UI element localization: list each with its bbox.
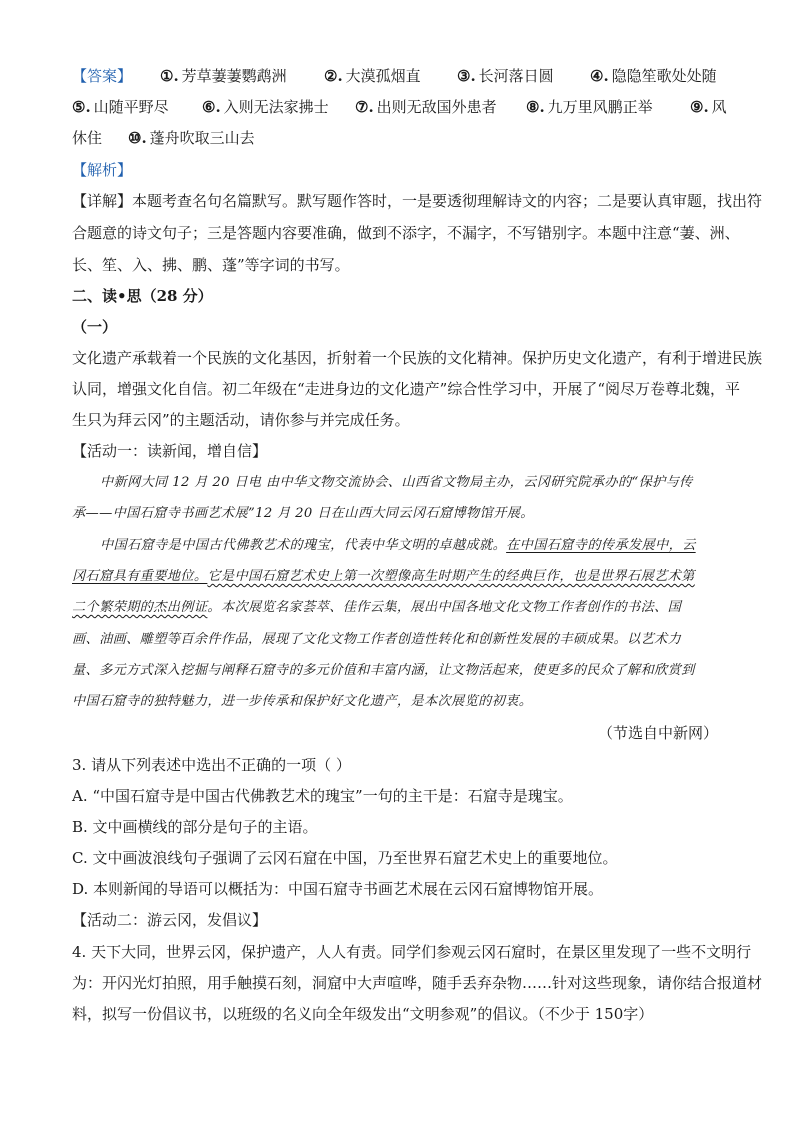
activity-1-heading: 【活动一：读新闻，增自信】 bbox=[72, 442, 268, 460]
wavy-underlined-sentence: 它是中国石窟艺术史上第一次塑像高生时期产生的经典巨作，也是世界石展艺术第 bbox=[207, 569, 695, 584]
section-title: 二、读•思（28 分） bbox=[72, 287, 213, 305]
answer-item: ⑦. 出则无敌国外患者 bbox=[355, 98, 497, 116]
detail-line: 【详解】本题考查名句名篇默写。默写题作答时，一是要透彻理解诗文的内容；二是要认真审题，找出符 bbox=[72, 192, 763, 210]
answer-item: ③. 长河落日圆 bbox=[457, 67, 554, 85]
news-line: 画、油画、雕塑等百余件作品，展现了文化文物工作者创造性转化和创新性发展的丰硕成果。以艺术力 bbox=[72, 632, 682, 647]
analysis-label: 【解析】 bbox=[72, 161, 133, 179]
answer-item: ⑧. 九万里风鹏正举 bbox=[526, 98, 653, 116]
activity-2-heading: 【活动二：游云冈，发倡议】 bbox=[72, 911, 268, 929]
intro-line: 认同，增强文化自信。初二年级在“走进身边的文化遗产”综合性学习中，开展了“阅尽万卷尊北魏，平 bbox=[72, 380, 741, 398]
wavy-underlined-sentence: 二个繁荣期的杰出例证 bbox=[72, 600, 208, 615]
answer-item: ⑥. 入则无法家拂士 bbox=[202, 98, 329, 116]
detail-line: 合题意的诗文句子；三是答题内容要准确，做到不添字，不漏字，不写错别字。本题中注意“萋、洲、 bbox=[72, 224, 740, 242]
answer-item: ②. 大漠孤烟直 bbox=[324, 67, 421, 85]
question-4-line: 4. 天下大同，世界云冈，保护遗产，人人有责。同学们参观云冈石窟时，在景区里发现了一些不文明行 bbox=[72, 943, 752, 961]
news-text: 中国石窟寺是中国古代佛教艺术的瑰宝，代表中华文明的卓越成就。 bbox=[100, 538, 507, 553]
news-line bbox=[72, 567, 720, 587]
question-3-option-b: B. 文中画横线的部分是句子的主语。 bbox=[72, 818, 318, 836]
question-3-option-a: A. “中国石窟寺是中国古代佛教艺术的瑰宝”一句的主干是：石窟寺是瑰宝。 bbox=[72, 787, 573, 805]
question-3-stem: 3. 请从下列表述中选出不正确的一项（ ） bbox=[72, 756, 351, 774]
intro-line: 文化遗产承载着一个民族的文化基因，折射着一个民族的文化精神。保护历史文化遗产，有利于增进民族 bbox=[72, 349, 763, 367]
news-source: （节选自中新网） bbox=[597, 724, 718, 742]
answer-item: ⑩. 蓬舟吹取三山去 bbox=[128, 129, 255, 147]
question-3-option-c: C. 文中画波浪线句子强调了云冈石窟在中国，乃至世界石窟艺术史上的重要地位。 bbox=[72, 849, 618, 867]
news-line: 承——中国石窟寺书画艺术展”12 月 20 日在山西大同云冈石窟博物馆开展。 bbox=[72, 506, 534, 521]
question-4-line: 料，拟写一份倡议书，以班级的名义向全年级发出“文明参观”的倡议。（不少于 150字） bbox=[72, 1005, 654, 1023]
news-line bbox=[72, 536, 720, 556]
underlined-subject: 在中国石窟寺的传承发展中，云 bbox=[506, 538, 696, 553]
news-text: 。本次展览名家荟萃、佳作云集，展出中国各地文化文物工作者创作的书法、国 bbox=[207, 600, 682, 615]
sub-title: （一） bbox=[72, 318, 118, 336]
question-3-option-d: D. 本则新闻的导语可以概括为：中国石窟寺书画艺术展在云冈石窟博物馆开展。 bbox=[72, 880, 604, 898]
answer-item: ①. 芳草萋萋鹦鹉洲 bbox=[160, 67, 287, 85]
answer-item: ④. 隐隐笙歌处处随 bbox=[590, 67, 717, 85]
news-line bbox=[72, 598, 720, 618]
question-4-line: 为：开闪光灯拍照，用手触摸石刻，洞窟中大声喧哗，随手丢弃杂物……针对这些现象，请你结合报道材 bbox=[72, 974, 763, 992]
answer-item: 休住 bbox=[72, 129, 103, 147]
detail-line: 长、笙、入、拂、鹏、蓬”等字词的书写。 bbox=[72, 256, 350, 274]
answer-item: ⑨. 风 bbox=[690, 98, 727, 116]
intro-line: 生只为拜云冈”的主题活动，请你参与并完成任务。 bbox=[72, 411, 410, 429]
news-line: 中新网大同 12 月 20 日电 由中华文物交流协会、山西省文物局主办，云冈研究院承办的“保护与传 bbox=[100, 475, 693, 490]
answer-item: ⑤. 山随平野尽 bbox=[72, 98, 169, 116]
news-line: 量、多元方式深入挖掘与阐释石窟寺的多元价值和丰富内涵，让文物活起来，使更多的民众了解和欣赏到 bbox=[72, 663, 695, 678]
answer-label: 【答案】 bbox=[72, 67, 133, 85]
news-line: 中国石窟寺的独特魅力，进一步传承和保护好文化遗产，是本次展览的初衷。 bbox=[72, 694, 533, 709]
underlined-subject: 冈石窟具有重要地位。 bbox=[72, 569, 208, 584]
